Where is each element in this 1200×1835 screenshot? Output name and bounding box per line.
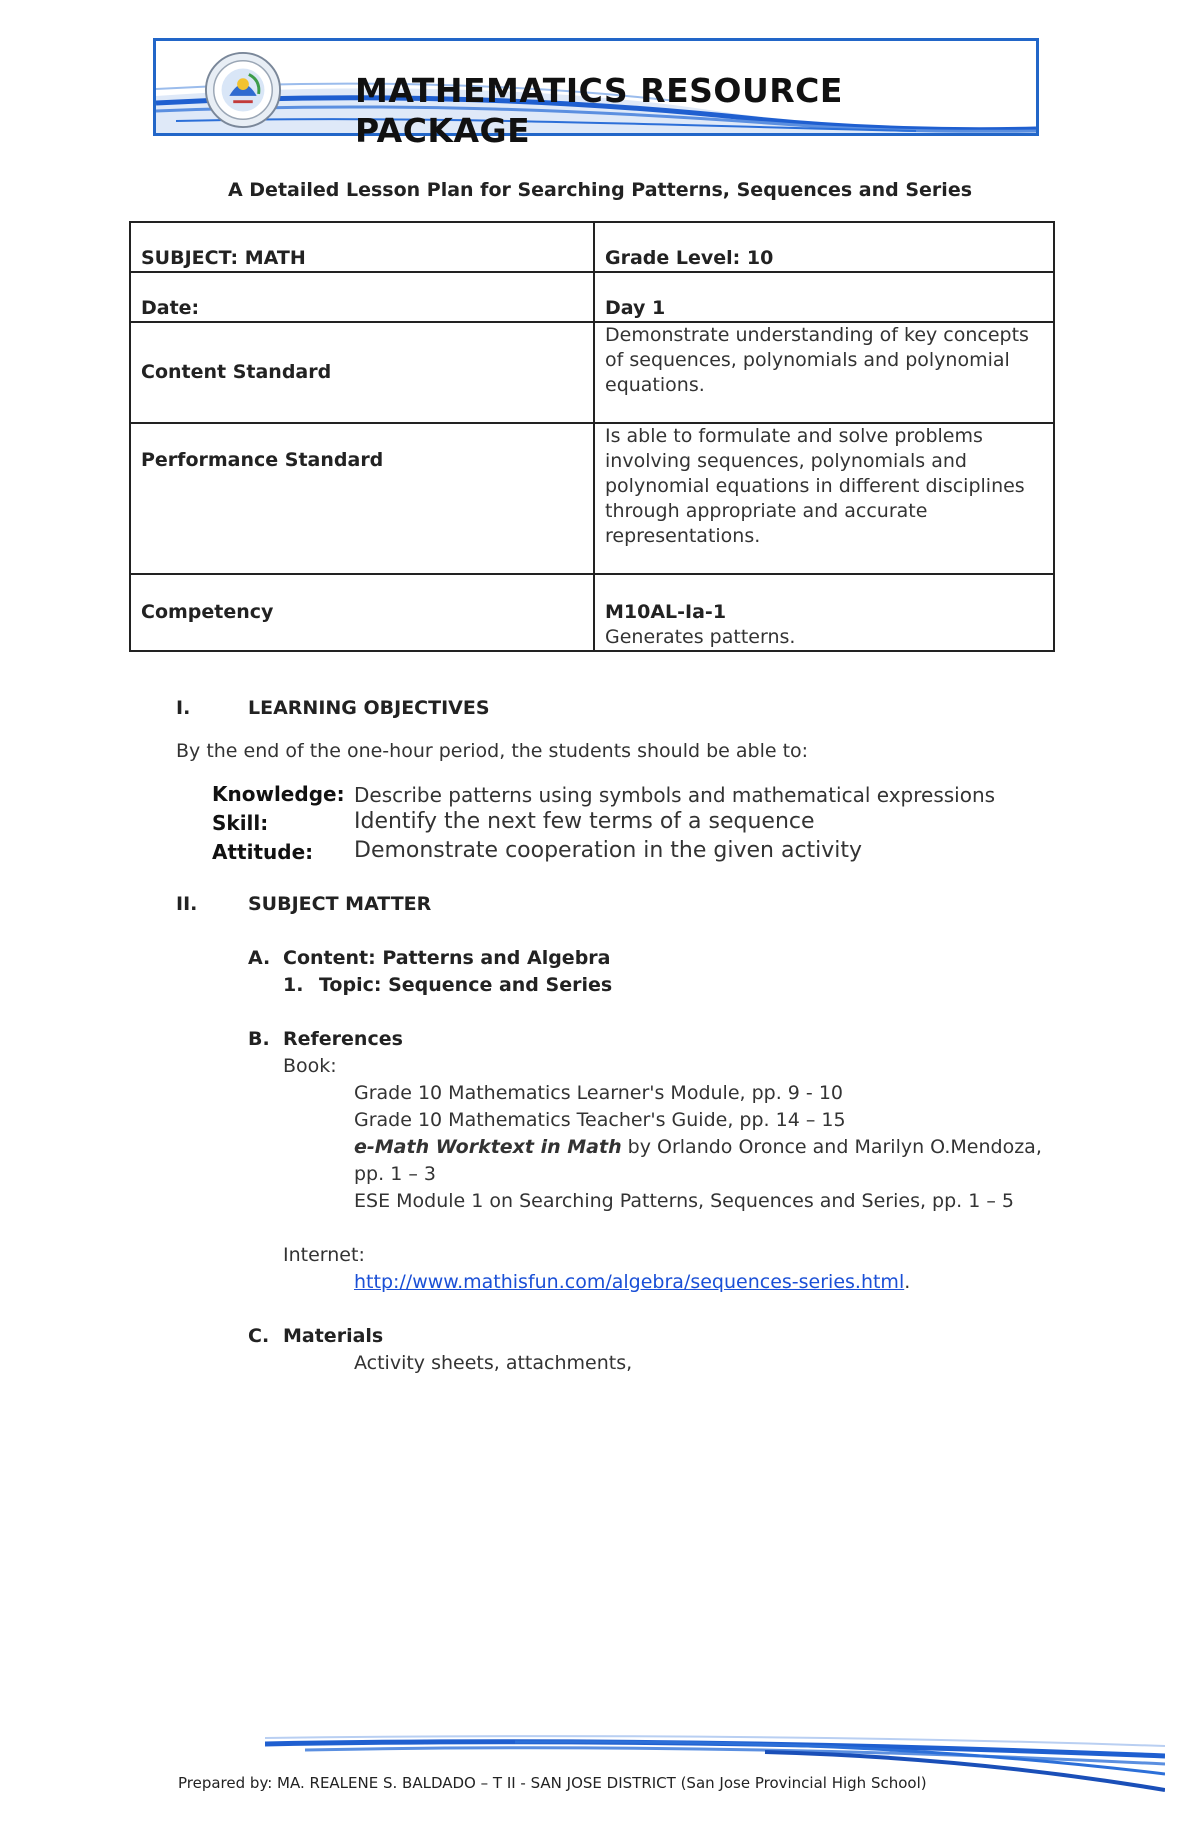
objectives-heading: LEARNING OBJECTIVES (248, 697, 490, 719)
book-item: Grade 10 Mathematics Teacher's Guide, pp. 14 – 15 (354, 1109, 846, 1131)
objectives-numeral: I. (176, 697, 191, 719)
internet-label: Internet: (283, 1244, 365, 1266)
content-heading: Content: Patterns and Algebra (283, 947, 611, 969)
worktext-title: e-Math Worktext in Math (354, 1136, 622, 1158)
topic-number: 1. (283, 974, 304, 996)
deped-seal-icon (204, 51, 282, 129)
lesson-plan-table (129, 221, 1055, 652)
performance-standard-label-cell (130, 423, 594, 574)
worktext-pages: pp. 1 – 3 (354, 1163, 436, 1185)
table-row (130, 222, 1054, 272)
attitude-label: Attitude: (212, 840, 314, 864)
document-title: A Detailed Lesson Plan for Searching Patterns, Sequences and Series (227, 179, 973, 201)
attitude-text: Demonstrate cooperation in the given activity (354, 838, 863, 863)
prepared-by-footer: Prepared by: MA. REALENE S. BALDADO – T II - SAN JOSE DISTRICT (San Jose Provincial High School) (178, 1774, 927, 1792)
content-standard-text: Demonstrate understanding of key concepts of sequences, polynomials and polynomial equations. (605, 324, 1029, 396)
skill-label: Skill: (212, 811, 269, 835)
objectives-intro: By the end of the one-hour period, the students should be able to: (176, 740, 809, 762)
worktext-reference (354, 1136, 1042, 1158)
materials-text: Activity sheets, attachments, (354, 1352, 633, 1374)
knowledge-label: Knowledge: (212, 782, 345, 806)
reference-link[interactable]: http://www.mathisfun.com/algebra/sequences-series.html (354, 1271, 905, 1293)
footer-swoosh-graphic (265, 1730, 1165, 1810)
link-period: . (904, 1271, 911, 1293)
subject-label: SUBJECT: MATH (141, 247, 306, 269)
day-label: Day 1 (605, 297, 666, 319)
competency-text-cell (594, 574, 1054, 651)
competency-code: M10AL-Ia-1 (605, 601, 727, 623)
header-banner (153, 38, 1039, 150)
knowledge-text: Describe patterns using symbols and mathematical expressions (354, 783, 996, 807)
materials-letter: C. (248, 1325, 270, 1347)
materials-heading: Materials (283, 1325, 384, 1347)
book-item: Grade 10 Mathematics Learner's Module, pp. 9 - 10 (354, 1082, 843, 1104)
content-standard-text-cell (594, 322, 1054, 423)
table-row (130, 322, 1054, 423)
date-label: Date: (141, 297, 200, 319)
competency-label: Competency (141, 601, 274, 623)
content-standard-label: Content Standard (141, 361, 332, 383)
topic-heading: Topic: Sequence and Series (319, 974, 613, 996)
grade-level-cell (594, 222, 1054, 272)
day-cell (594, 272, 1054, 322)
content-letter: A. (248, 947, 271, 969)
book-label: Book: (283, 1055, 337, 1077)
subject-matter-numeral: II. (176, 893, 198, 915)
performance-standard-label: Performance Standard (141, 449, 384, 471)
performance-standard-text: Is able to formulate and solve problems involving sequences, polynomials and polynomial equations in different disciplines through appropriate and accurate representations. (605, 425, 1025, 547)
internet-reference (354, 1271, 910, 1293)
references-heading: References (283, 1028, 403, 1050)
competency-label-cell (130, 574, 594, 651)
table-row (130, 423, 1054, 574)
references-letter: B. (248, 1028, 270, 1050)
subject-matter-heading: SUBJECT MATTER (248, 893, 432, 915)
content-standard-label-cell (130, 322, 594, 423)
header-title: MATHEMATICS RESOURCE PACKAGE (355, 71, 843, 150)
performance-standard-text-cell (594, 423, 1054, 574)
table-row (130, 574, 1054, 651)
date-cell (130, 272, 594, 322)
subject-cell (130, 222, 594, 272)
table-row (130, 272, 1054, 322)
grade-level-label: Grade Level: 10 (605, 247, 774, 269)
worktext-authors: by Orlando Oronce and Marilyn O.Mendoza, (621, 1136, 1042, 1158)
skill-text: Identify the next few terms of a sequence (354, 809, 815, 834)
ese-module-reference: ESE Module 1 on Searching Patterns, Sequences and Series, pp. 1 – 5 (354, 1190, 1015, 1212)
competency-text: Generates patterns. (605, 626, 796, 648)
